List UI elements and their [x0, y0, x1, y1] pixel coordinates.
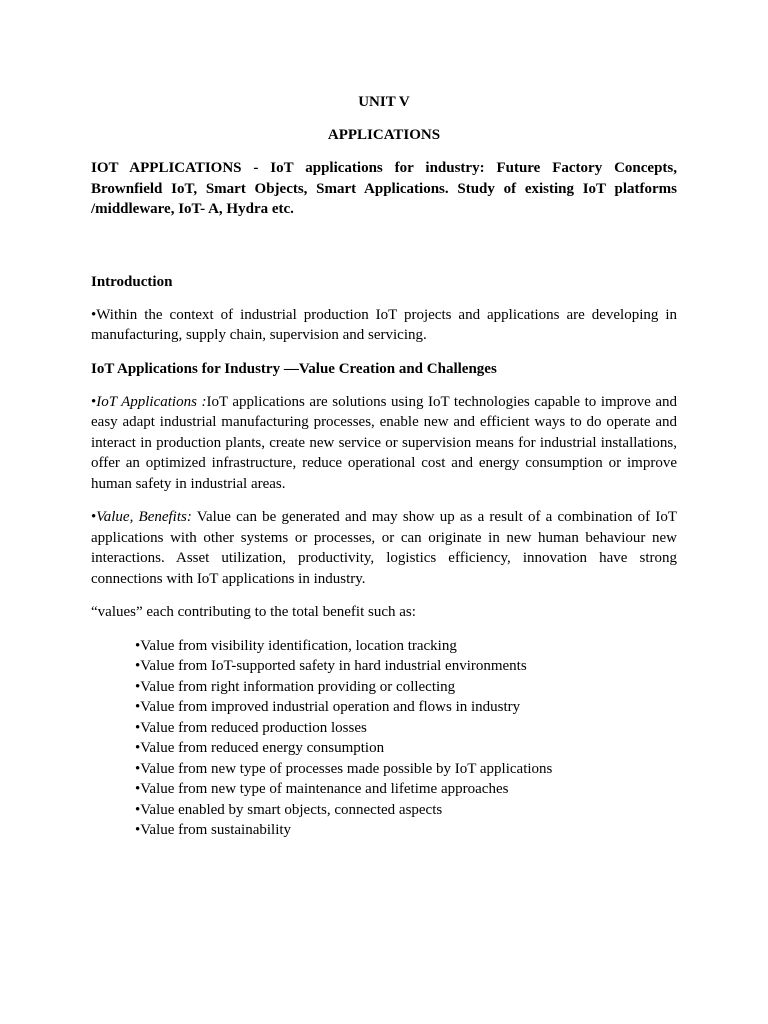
value-benefits-label: Value, Benefits: — [96, 509, 192, 525]
industry-section-heading: IoT Applications for Industry —Value Creation and Challenges — [91, 360, 497, 377]
value-list — [91, 636, 677, 841]
applications-label: IoT Applications : — [96, 393, 207, 410]
list-item: •Value from visibility identification, location tracking — [135, 637, 457, 654]
value-benefits-text: Value can be generated and may show up as a result of a combination of IoT applications with other systems or processes, or can originate in new human behaviour new interactions. Asset utilization, productivity, logistics efficiency, innovation have strong connections with IoT applications in industry. — [91, 509, 678, 587]
list-item: •Value from right information providing or collecting — [135, 678, 456, 695]
introduction-paragraph: •Within the context of industrial production IoT projects and applications are developing in manufacturing, supply chain, supervision and servicing. — [91, 306, 677, 343]
list-item: •Value from reduced energy consumption — [135, 740, 385, 756]
value-benefits-paragraph: •Value, Benefits: Value can be generated and may show up as a result of a combination of IoT applications with other systems or processes, or can originate in new human behaviour new interactions. Asset utilization, productivity, logistics efficiency, innovation have strong connections with IoT applications in industry. — [91, 509, 678, 587]
list-item: •Value from new type of processes made possible by IoT applications — [135, 760, 553, 777]
document-page — [91, 92, 677, 841]
syllabus-paragraph: IOT APPLICATIONS - IoT applications for industry: Future Factory Concepts, Brownfield IoT, Smart Objects, Smart Applications. Study of existing IoT platforms /middleware, IoT- A, Hydra etc. — [91, 160, 677, 217]
list-item: •Value from sustainability — [135, 822, 292, 838]
list-item: •Value from improved industrial operation and flows in industry — [135, 699, 521, 715]
unit-heading: UNIT V — [358, 94, 410, 110]
list-item: •Value from new type of maintenance and lifetime approaches — [135, 781, 509, 797]
page-title: APPLICATIONS — [327, 127, 441, 143]
list-item: •Value from reduced production losses — [135, 719, 367, 736]
applications-text: IoT applications are solutions using IoT technologies capable to improve and easy adapt industrial manufacturing processes, enable new and efficient ways to do operate and interact in production plants, create new service or supervision means for industrial installations, offer an optimized infrastructure, reduce operational cost and energy consumption or improve human safety in industrial areas. — [91, 393, 678, 492]
values-intro: “values” each contributing to the total benefit such as: — [91, 604, 416, 620]
list-item: •Value from IoT-supported safety in hard industrial environments — [135, 658, 527, 674]
introduction-heading: Introduction — [91, 273, 173, 290]
applications-paragraph: •IoT Applications :IoT applications are solutions using IoT technologies capable to improve and easy adapt industrial manufacturing processes, enable new and efficient ways to do operate and interact in production plants, create new service or supervision means for industrial installations, offer an optimized infrastructure, reduce operational cost and energy consumption or improve human safety in industrial areas. — [91, 393, 678, 492]
list-item: •Value enabled by smart objects, connected aspects — [135, 801, 443, 818]
